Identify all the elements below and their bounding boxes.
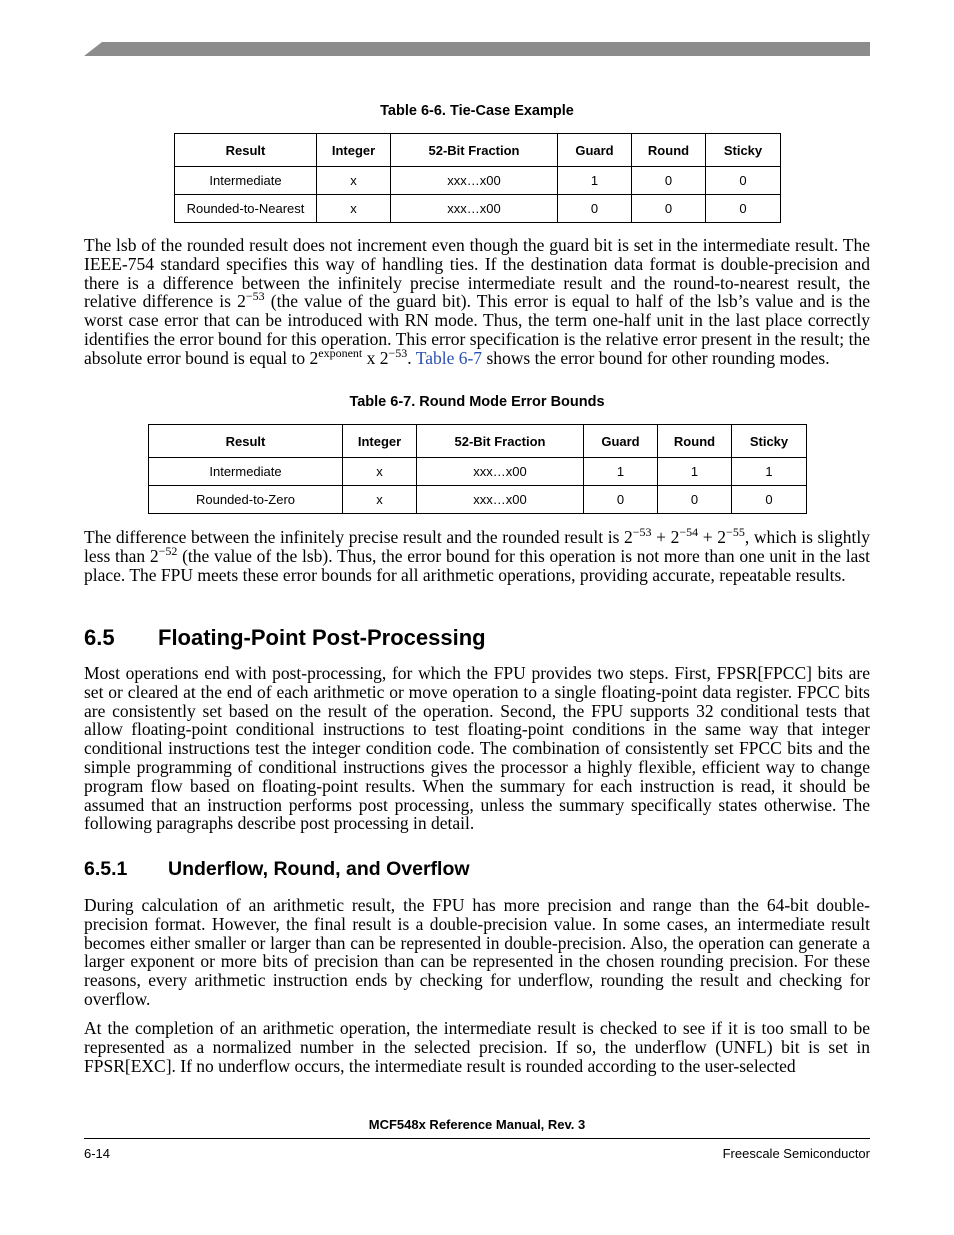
superscript: −52 xyxy=(158,543,178,558)
col-header-integer: Integer xyxy=(317,134,391,167)
text-run: shows the error bound for other rounding modes. xyxy=(482,347,830,368)
table-header-row xyxy=(149,425,807,458)
table-cell: 1 xyxy=(658,458,732,486)
table-6-7 xyxy=(148,424,807,514)
table-6-7-link[interactable]: Table 6-7 xyxy=(415,347,483,368)
table-cell: xxx…x00 xyxy=(417,486,584,514)
col-header-guard: Guard xyxy=(584,425,658,458)
col-header-sticky: Sticky xyxy=(732,425,807,458)
table-row xyxy=(149,458,807,486)
superscript: −55 xyxy=(726,525,745,539)
section-number: 6.5 xyxy=(84,625,115,650)
footer-manual-title: MCF548x Reference Manual, Rev. 3 xyxy=(368,1117,586,1132)
text-run: , which is slightly less than 2 xyxy=(84,527,870,566)
table-cell: 0 xyxy=(706,195,781,223)
superscript: −53 xyxy=(632,525,652,539)
table-row xyxy=(149,486,807,514)
col-header-guard: Guard xyxy=(558,134,632,167)
table-header-row xyxy=(175,134,781,167)
table-cell: x xyxy=(317,195,391,223)
section-title: Floating-Point Post-Processing xyxy=(158,625,486,650)
table-cell: Intermediate xyxy=(149,458,343,486)
table-6-6 xyxy=(174,133,781,223)
section-number: 6.5.1 xyxy=(84,858,128,880)
table-cell: x xyxy=(343,486,417,514)
table-cell: Rounded-to-Zero xyxy=(149,486,343,514)
table-cell: 0 xyxy=(558,195,632,223)
superscript: −53 xyxy=(245,289,265,304)
header-bar xyxy=(84,42,870,56)
text-run: x 2 xyxy=(362,347,389,368)
text-run: + 2 xyxy=(651,527,680,547)
table-cell: 0 xyxy=(732,486,807,514)
table-cell: 1 xyxy=(584,458,658,486)
col-header-sticky: Sticky xyxy=(706,134,781,167)
text-run: . xyxy=(407,347,416,368)
text-run: The lsb of the rounded result does not increment even though the guard bit is set in the intermediate result. The IEEE-754 standard specifies this way of handling ties. If the destination data format is double-precision and there is a difference between the infinitely precise intermediate result and the round-to-nearest result, the relative difference is 2 xyxy=(84,235,870,312)
table-cell: x xyxy=(343,458,417,486)
col-header-fraction: 52-Bit Fraction xyxy=(417,425,584,458)
paragraph-calculation: During calculation of an arithmetic result, the FPU has more precision and range than the 64-bit double-precision format. However, the final result is a double-precision value. In some cases, an intermediate result becomes either smaller or larger than can be represented in double-precision. Also, the operation can generate a larger exponent or more bits of precision than can be represented in the chosen rounding precision. For these reasons, every arithmetic instruction ends by checking for underflow, rounding the result and checking for overflow. xyxy=(84,895,870,1009)
paragraph-error-bound xyxy=(84,525,870,585)
footer-page-number: 6-14 xyxy=(84,1146,111,1161)
table-cell: 0 xyxy=(658,486,732,514)
col-header-fraction: 52-Bit Fraction xyxy=(391,134,558,167)
footer-company: Freescale Semiconductor xyxy=(722,1146,870,1161)
section-6-5-1-heading xyxy=(84,858,470,881)
section-title: Underflow, Round, and Overflow xyxy=(168,858,470,880)
text-run: (the value of the guard bit). This error is equal to half of the lsb’s value and is the worst case error that can be introduced with RN mode. Thus, the term one-half unit in the last place correctly identifies the error bound for this operation. This error specification is the relative error present in the result; the absolute error bound is equal to 2 xyxy=(84,291,870,368)
table-cell: Rounded-to-Nearest xyxy=(175,195,317,223)
table-cell: Intermediate xyxy=(175,167,317,195)
superscript: −53 xyxy=(388,345,408,360)
paragraph-post-processing: Most operations end with post-processing, for which the FPU provides two steps. First, FPSR[FPCC] bits are set or cleared at the end of each arithmetic or move operation to a single floating-point data register. FPCC bits are consistently set based on the result of the operation. Second, the FPU supports 32 conditional tests that allow floating-point conditional instructions to test floating-point conditions in the same way that integer conditional instructions test the integer condition code. The combination of consistently set FPCC bits and the simple programming of conditional instructions gives the processor a highly flexible, efficient way to change program flow based on floating-point results. When the summary for each instruction is read, it should be assumed that an instruction performs post processing, unless the summary specifically states otherwise. The following paragraphs describe post processing in detail. xyxy=(84,663,870,834)
table-cell: 1 xyxy=(558,167,632,195)
col-header-result: Result xyxy=(175,134,317,167)
col-header-round: Round xyxy=(658,425,732,458)
footer-rule xyxy=(84,1138,870,1139)
table-cell: xxx…x00 xyxy=(417,458,584,486)
paragraph-completion: At the completion of an arithmetic operation, the intermediate result is checked to see if it is too small to be represented as a normalized number in the selected precision. If so, the underflow (UNFL) bit is set in FPSR[EXC]. If no underflow occurs, the intermediate result is rounded according to the user-selected xyxy=(84,1018,870,1076)
table-row xyxy=(175,167,781,195)
table-cell: x xyxy=(317,167,391,195)
table-cell: xxx…x00 xyxy=(391,167,558,195)
table-cell: xxx…x00 xyxy=(391,195,558,223)
table-cell: 0 xyxy=(584,486,658,514)
superscript: −54 xyxy=(679,525,699,539)
table-cell: 0 xyxy=(706,167,781,195)
table-6-6-caption: Table 6-6. Tie-Case Example xyxy=(380,103,574,119)
table-6-7-caption: Table 6-7. Round Mode Error Bounds xyxy=(349,394,605,410)
col-header-integer: Integer xyxy=(343,425,417,458)
col-header-result: Result xyxy=(149,425,343,458)
text-run: + 2 xyxy=(698,527,727,547)
section-6-5-heading xyxy=(84,625,486,651)
table-row xyxy=(175,195,781,223)
text-run: (the value of the lsb). Thus, the error bound for this operation is not more than one unit in the last place. The FPU meets these error bounds for all arithmetic operations, providing accurate, repeatable results. xyxy=(84,545,870,585)
table-cell: 0 xyxy=(632,167,706,195)
text-run: The difference between the infinitely precise result and the rounded result is 2 xyxy=(84,527,633,547)
paragraph-tie-case xyxy=(84,236,870,368)
superscript: exponent xyxy=(318,345,363,360)
table-cell: 0 xyxy=(632,195,706,223)
table-cell: 1 xyxy=(732,458,807,486)
col-header-round: Round xyxy=(632,134,706,167)
